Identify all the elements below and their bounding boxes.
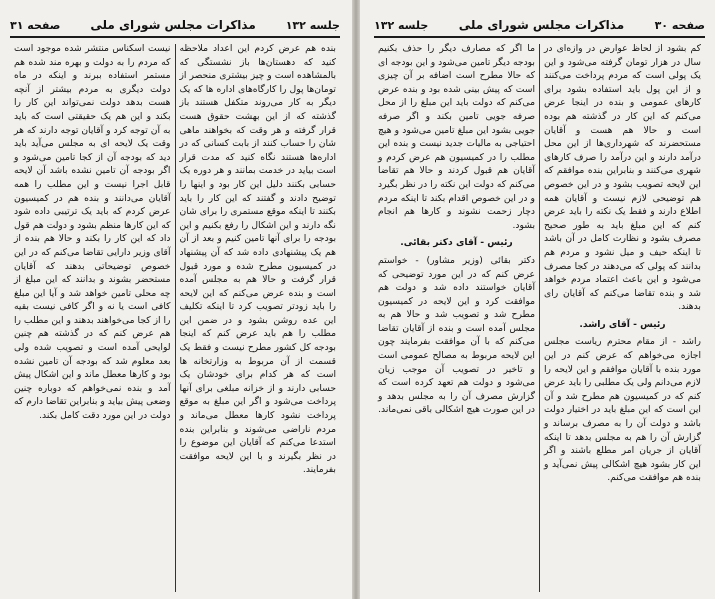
right-page-header bbox=[374, 14, 705, 38]
speaker-line: رئیس - آقای دکتر بقائی. bbox=[400, 237, 513, 249]
text-column-left bbox=[374, 42, 539, 594]
text-column-right bbox=[176, 42, 341, 594]
left-page bbox=[0, 0, 352, 599]
paragraph: ما اگر که مصارف دیگر را حذف بکنیم بودجه دیگر تامین می‌شود و این بودجه ای که حالا مطرح است اضافه بر آن چیزی است که پیش بینی شده بود و بنده عرض می‌کنم که دولت باید این مبلغ را از محل صرفه جویی تامین بکند و اگر صرفه جویی بشود این مبلغ تامین می‌شود و هیچ احتیاجی به مالیات جدید نیست و بنده این مطلب را در کمیسیون هم عرض کردم و آقایان هم قبول کردند و حالا هم تقاضا می‌کنم که دولت این نکته را در نظر بگیرد و در این خصوص اقدام بکند تا اینکه مردم دچار زحمت نشوند و کارها هم انجام بشود. bbox=[378, 43, 535, 231]
session-number: جلسه ۱۳۲ bbox=[374, 18, 429, 32]
right-page-columns bbox=[374, 42, 705, 594]
publication-title: مذاکرات مجلس شورای ملی bbox=[458, 18, 625, 32]
paragraph: کم بشود از لحاظ عوارض در وازه‌ای در سال در هزار تومان گرفته می‌شود و این یک پولی است که مردم پرداخت می‌کنند و از این پول باید استفاده بشود برای کارهای عمومی و بنده در اینجا عرض می‌کنم که این کار در گذشته هم بوده است و حالا هم هست و آقایان مستحضرند که شهرداری‌ها از این محل درآمد دارند و این درآمد را صرف کارهای شهری می‌کنند و بنابراین بنده موافقم که این لایحه تصویب بشود و در این خصوص هم توضیحی لازم نیست و آقایان همه اطلاع دارند و فقط یک نکته را باید عرض کنم که این مبلغ باید به طور صحیح مصرف بشود و نظارت کامل در آن باشد تا اینکه حیف و میل نشود و مردم هم بدانند که پولی که می‌دهند در کجا مصرف می‌شود و این باعث اعتماد مردم خواهد شد و بنده تقاضا می‌کنم که آقایان رای بدهند. bbox=[544, 43, 701, 313]
book-gutter bbox=[352, 0, 360, 599]
paragraph: راشد - از مقام محترم ریاست مجلس اجازه می‌خواهم که عرض کنم در این مورد بنده با آقایان موافقم و این لایحه را لازم می‌دانم ولی یک مطلبی را باید عرض کنم که در کمیسیون هم مطرح شد و آن این است که این مبلغ باید در اختیار دولت باشد و دولت آن را به مصرف برساند و گزارش آن را هم به مجلس بدهد تا اینکه آقایان از جریان امر مطلع باشند و اگر این کار بشود هیچ اشکالی پیش نمی‌آید و بنده هم موافقت می‌کنم. bbox=[544, 336, 701, 484]
text-column-left bbox=[10, 42, 175, 594]
paragraph: بنده هم عرض کردم این اعداد ملاحظه کنید که دهستان‌ها باز نشستگی که بالمشاهده است و چیز بیشتری منحصر از تومان‌ها پول را کارگاه‌های اداره ها که یک دیگر به کار می‌روند متکفل هستند باز گذشته که از این بهشت حقوق هست قرار گرفته و هر وقت که بخواهند ماهی شان را حساب کنند از بابت کسانی که در اداره‌ها هستند نگاه کنید که مدت قرار است بیاید در خدمت بمانند و هر دوره یک حسابی بکنند دلیل این کار بود و اینها را توضیح دادند و گفتند که این کار را باید بکنند تا اینکه موقع مستمری را برای شان نگه دارند و این اشکال را رفع بکنیم و این بودجه را برای آنها تامین کنیم و بعد از آن هم یک پیشنهادی داده شد که آن پیشنهاد در کمیسیون مطرح شده و مورد قبول قرار گرفت و حالا هم به مجلس آمده است و بنده عرض می‌کنم که این لایحه را باید زودتر تصویب کرد تا اینکه تکلیف این عده روشن بشود و در ضمن این مطلب را هم باید عرض کنم که اینجا بودجه کل کشور مطرح نیست و فقط یک قسمت از آن مربوط به وزارتخانه ها است که هر کدام برای خودشان یک حسابی دارند و از خزانه مبلغی برای آنها پرداخت می‌شود و اگر این مبلغ به موقع پرداخت نشود کارها معطل می‌ماند و مردم ناراضی می‌شوند و بنابراین بنده استدعا می‌کنم که آقایان این موضوع را در نظر بگیرند و با این لایحه موافقت بفرمایند. bbox=[179, 43, 336, 476]
page-number: صفحه ۳۰ bbox=[654, 18, 705, 32]
left-page-header bbox=[10, 14, 340, 38]
page-number: صفحه ۳۱ bbox=[10, 18, 61, 32]
publication-title: مذاکرات مجلس شورای ملی bbox=[90, 18, 256, 32]
right-page bbox=[360, 0, 715, 599]
speaker-line: رئیس - آقای راشد. bbox=[579, 318, 666, 330]
text-column-right bbox=[540, 42, 705, 594]
session-number: جلسه ۱۳۲ bbox=[285, 18, 340, 32]
paragraph: نیست اسکناس منتشر شده موجود است که مردم را به دولت و بهره مند شده هم مستمر استفاده ببرند و اینکه در ماه دولت دیگری به مردم بیشتر از آنچه هست بدهد دولت نمی‌تواند این کار را بکند و این هم یک حقیقتی است که باید به آن توجه کرد و آقایان توجه دارند که هر وقت یک لایحه ای به مجلس می‌آید باید دید که بودجه آن از کجا تامین می‌شود و اگر بودجه آن تامین نشده باشد آن لایحه قابل اجرا نیست و این مطلب را همه آقایان می‌دانند و بنده هم در کمیسیون عرض کردم که باید یک ترتیبی داده شود که این کارها منظم بشود و دولت هم قول داد که این کار را بکند و حالا هم بنده از آقای وزیر دارایی تقاضا می‌کنم که در این خصوص توضیحاتی بدهند که آقایان مستحضر بشوند و بدانند که این مبلغ از چه محلی تامین خواهد شد و آیا این مبلغ کافی است یا نه و اگر کافی نیست بقیه را از کجا می‌خواهند بدهند و این مطلب را هم عرض کنم که در گذشته هم چنین لوایحی آمده است و تصویب شده ولی بعد معلوم شد که بودجه آن تامین نشده بود و کارها معطل ماند و این اشکال پیش آمد و بنده نمی‌خواهم که دوباره چنین وضعی پیش بیاید و بنابراین تقاضا دارم که دولت در این مورد دقت کامل بکند. bbox=[13, 43, 171, 422]
left-page-columns bbox=[10, 42, 340, 594]
paragraph: دکتر بقائی (وزیر مشاور) - خواستم عرض کنم که در این مورد توضیحی که آقایان خواستند داده شد و دولت هم موافقت کرد و این لایحه در کمیسیون مطرح شد و تصویب شد و حالا هم به مجلس آمده است و بنده از آقایان تقاضا می‌کنم که با آن موافقت بفرمایند چون این لایحه مربوط به مصالح عمومی است و تاخیر در تصویب آن موجب زیان می‌شود و دولت هم تعهد کرده است که گزارش مصرف آن را به مجلس بدهد و در این صورت هیچ اشکالی باقی نمی‌ماند. bbox=[378, 254, 535, 416]
